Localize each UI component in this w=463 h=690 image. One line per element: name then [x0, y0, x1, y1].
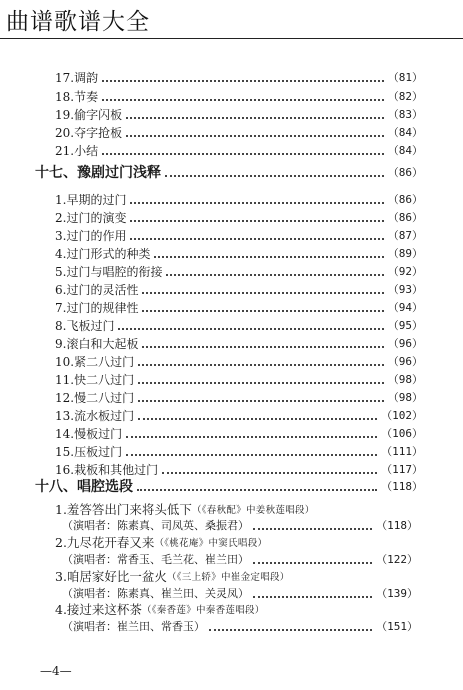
- song-entry[interactable]: [55, 500, 429, 517]
- toc-entry[interactable]: [55, 141, 423, 159]
- section-heading[interactable]: [35, 477, 423, 495]
- toc-entry-label: 9.滚白和大起板: [55, 336, 139, 351]
- toc-entry[interactable]: [55, 316, 423, 334]
- dot-leader: [165, 175, 384, 177]
- toc-entry-page: （84）: [387, 126, 423, 139]
- toc-entry-label: 17.调韵: [55, 70, 99, 85]
- song-entry[interactable]: [55, 600, 429, 617]
- toc-entry-label: 5.过门与唱腔的衔接: [55, 264, 163, 279]
- singer-line[interactable]: [62, 516, 418, 533]
- toc-entry[interactable]: [55, 442, 423, 460]
- dot-leader: [102, 80, 384, 82]
- toc-entry-page: （81）: [387, 71, 423, 84]
- toc-entry-page: （92）: [387, 265, 423, 278]
- toc-entry[interactable]: [55, 123, 423, 141]
- toc-entry-page: （87）: [387, 229, 423, 242]
- singer-line[interactable]: [62, 584, 418, 601]
- toc-entry[interactable]: [55, 388, 423, 406]
- singer-label: （演唱者：崔兰田、常香玉）: [62, 619, 205, 633]
- toc-entry[interactable]: [55, 424, 423, 442]
- dot-leader: [142, 292, 383, 294]
- toc-entry[interactable]: [55, 262, 423, 280]
- toc-entry-page: （86）: [387, 211, 423, 224]
- dot-leader: [154, 256, 383, 258]
- toc-entry-page: （106）: [381, 427, 423, 440]
- toc-entry-label: 1.早期的过门: [55, 192, 127, 207]
- dot-leader: [253, 596, 372, 598]
- toc-entry[interactable]: [55, 226, 423, 244]
- dot-leader: [126, 117, 384, 119]
- header-rule: [0, 38, 463, 39]
- toc-entry[interactable]: [55, 244, 423, 262]
- toc-entry[interactable]: [55, 352, 423, 370]
- dot-leader: [138, 364, 384, 366]
- song-note: （《三上轿》中崔金定唱段）: [166, 571, 290, 583]
- toc-entry-label: 10.紧二八过门: [55, 354, 135, 369]
- dot-leader: [166, 274, 383, 276]
- toc-entry-page: （96）: [387, 355, 423, 368]
- dot-leader: [102, 99, 384, 101]
- song-note: （《桃花庵》中窦氏唱段）: [154, 537, 268, 549]
- song-note: （《春秋配》中姜秋莲唱段）: [191, 504, 315, 516]
- dot-leader: [138, 382, 384, 384]
- song-note: （《秦香莲》中秦香莲唱段）: [141, 604, 265, 616]
- toc-entry-label: 15.压板过门: [55, 444, 123, 459]
- song-entry[interactable]: [55, 567, 429, 584]
- song-entry[interactable]: [55, 533, 429, 550]
- toc-entry[interactable]: [55, 298, 423, 316]
- toc-entry[interactable]: [55, 190, 423, 208]
- toc-entry[interactable]: [55, 406, 423, 424]
- dot-leader: [253, 562, 372, 564]
- toc-entry-page: （94）: [387, 301, 423, 314]
- dot-leader: [137, 489, 377, 491]
- toc-entry-page: （84）: [387, 144, 423, 157]
- dot-leader: [209, 629, 372, 631]
- toc-entry-label: 6.过门的灵活性: [55, 282, 139, 297]
- toc-entry-label: 19.偷字闪板: [55, 107, 123, 122]
- song-title: 4.接过来这杯茶: [55, 601, 142, 617]
- song-title: 2.九尽花开春又来: [55, 534, 155, 550]
- toc-entry-page: （98）: [387, 391, 423, 404]
- dot-leader: [118, 328, 383, 330]
- toc-entry-label: 14.慢板过门: [55, 426, 123, 441]
- singer-label: （演唱者：陈素真、司凤英、桑振君）: [62, 518, 249, 532]
- dot-leader: [138, 418, 377, 420]
- dot-leader: [126, 436, 377, 438]
- dot-leader: [102, 153, 384, 155]
- toc-entry-label: 16.栽板和其他过门: [55, 462, 159, 477]
- section-heading-page: （118）: [381, 480, 423, 493]
- dot-leader: [142, 346, 383, 348]
- page-number: —4—: [40, 664, 72, 678]
- toc-entry-page: （98）: [387, 373, 423, 386]
- toc-entry[interactable]: [55, 87, 423, 105]
- dot-leader: [142, 310, 383, 312]
- section-heading-label: 十八、唱腔选段: [35, 479, 133, 495]
- toc-entry-label: 2.过门的演变: [55, 210, 127, 225]
- song-title: 3.咱居家好比一盆火: [55, 568, 167, 584]
- toc-entry-label: 13.流水板过门: [55, 408, 135, 423]
- song-page: （139）: [376, 586, 418, 600]
- toc-entry[interactable]: [55, 370, 423, 388]
- toc-entry[interactable]: [55, 105, 423, 123]
- toc-entry-page: （111）: [381, 445, 423, 458]
- toc-entry-label: 18.节奏: [55, 89, 99, 104]
- toc-entry-label: 11.快二八过门: [55, 372, 135, 387]
- book-title: 曲谱歌谱大全: [6, 9, 150, 35]
- song-page: （122）: [376, 552, 418, 566]
- toc-entry-label: 12.慢二八过门: [55, 390, 135, 405]
- toc-entry-label: 21.小结: [55, 143, 99, 158]
- song-page: （118）: [376, 518, 418, 532]
- toc-entry[interactable]: [55, 208, 423, 226]
- section-heading-page: （86）: [387, 166, 423, 179]
- toc-entry-label: 7.过门的规律性: [55, 300, 139, 315]
- section-heading-label: 十七、豫剧过门浅释: [35, 165, 161, 181]
- song-page: （151）: [376, 619, 418, 633]
- singer-label: （演唱者：常香玉、毛兰花、崔兰田）: [62, 552, 249, 566]
- song-title: 1.羞答答出门来将头低下: [55, 501, 192, 517]
- dot-leader: [253, 528, 372, 530]
- toc-entry-page: （96）: [387, 337, 423, 350]
- toc-entry[interactable]: [55, 68, 423, 86]
- toc-entry-page: （93）: [387, 283, 423, 296]
- dot-leader: [162, 472, 377, 474]
- singer-line[interactable]: [62, 550, 418, 567]
- dot-leader: [130, 202, 383, 204]
- toc-entry[interactable]: [55, 280, 423, 298]
- dot-leader: [130, 220, 383, 222]
- toc-entry-page: （89）: [387, 247, 423, 260]
- toc-entry-page: （117）: [381, 463, 423, 476]
- toc-entry-label: 8.飞板过门: [55, 318, 115, 333]
- toc-entry-label: 20.夺字抢板: [55, 125, 123, 140]
- toc-entry[interactable]: [55, 334, 423, 352]
- toc-entry-page: （82）: [387, 90, 423, 103]
- dot-leader: [126, 454, 377, 456]
- dot-leader: [126, 135, 384, 137]
- toc-entry-page: （83）: [387, 108, 423, 121]
- toc-entry-page: （86）: [387, 193, 423, 206]
- toc-entry-page: （95）: [387, 319, 423, 332]
- toc-entry-label: 4.过门形式的种类: [55, 246, 151, 261]
- singer-line[interactable]: [62, 617, 418, 634]
- section-heading[interactable]: [35, 163, 423, 181]
- dot-leader: [138, 400, 384, 402]
- dot-leader: [130, 238, 383, 240]
- singer-label: （演唱者：陈素真、崔兰田、关灵凤）: [62, 586, 249, 600]
- toc-entry-label: 3.过门的作用: [55, 228, 127, 243]
- toc-entry-page: （102）: [381, 409, 423, 422]
